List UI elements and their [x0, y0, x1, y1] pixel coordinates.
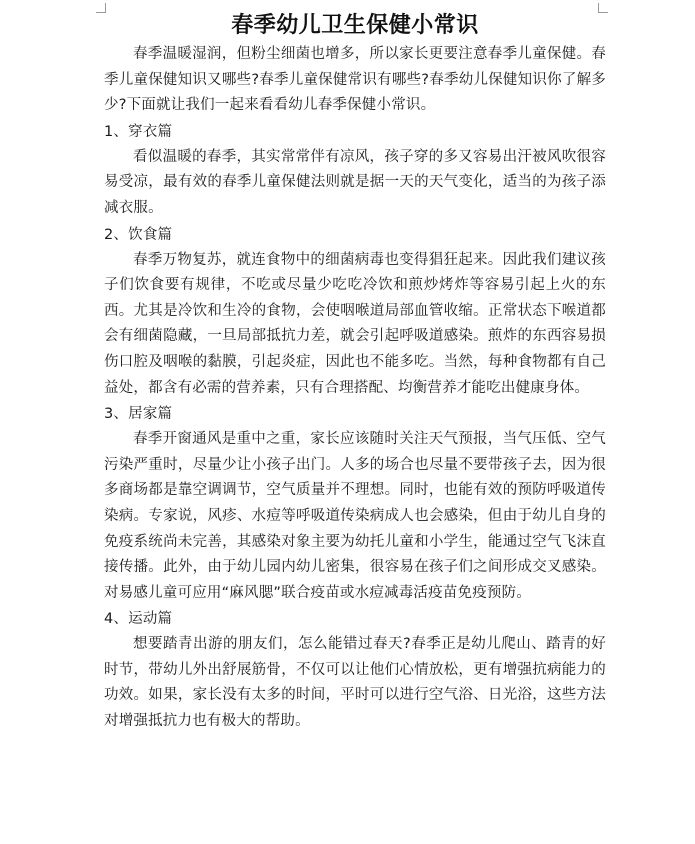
section-heading: 1、穿衣篇 [104, 123, 173, 140]
section-clothing [104, 119, 606, 222]
document-body [104, 8, 606, 735]
section-paragraph: 春季开窗通风是重中之重，家长应该随时关注天气预报，当气压低、空气污染严重时，尽量少让小孩子出门。人多的场合也尽量不要带孩子去，因为很多商场都是靠空调调节，空气质量并不理想。同时，也能有效的预防呼吸道传染病。专家说，风疹、水痘等呼吸道传染病成人也会感染，但由于幼儿自身的免疫系统尚未完善，其感染对象主要为幼托儿童和小学生，能通过空气飞沫直接传播。此外，由于幼儿园内幼儿密集，很容易在孩子们之间形成交叉感染。对易感儿童可应用“麻风腮”联合疫苗或水痘减毒活疫苗免疫预防。 [104, 431, 606, 601]
section-heading: 2、饮食篇 [104, 226, 173, 243]
intro-paragraph: 春季温暖湿润，但粉尘细菌也增多，所以家长更要注意春季儿童保健。春季儿童保健知识又哪些?春季儿童保健常识有哪些?春季幼儿保健知识你了解多少?下面就让我们一起来看看幼儿春季保健小常识。 [104, 46, 606, 114]
section-paragraph: 想要踏青出游的朋友们，怎么能错过春天?春季正是幼儿爬山、踏青的好时节，带幼儿外出舒展筋骨，不仅可以让他们心情放松，更有增强抗病能力的功效。如果，家长没有太多的时间，平时可以进行空气浴、日光浴，这些方法对增强抵抗力也有极大的帮助。 [104, 636, 606, 730]
section-heading: 4、运动篇 [104, 611, 173, 628]
section-exercise [104, 606, 606, 734]
section-diet [104, 222, 606, 402]
section-home [104, 401, 606, 606]
section-heading: 3、居家篇 [104, 406, 173, 423]
section-paragraph: 看似温暖的春季，其实常常伴有凉风，孩子穿的多又容易出汗被风吹很容易受凉，最有效的春季儿童保健法则就是据一天的天气变化，适当的为孩子添减衣服。 [104, 148, 606, 216]
section-paragraph: 春季万物复苏，就连食物中的细菌病毒也变得猖狂起来。因此我们建议孩子们饮食要有规律，不吃或尽量少吃吃冷饮和煎炒烤炸等容易引起上火的东西。尤其是冷饮和生冷的食物，会使咽喉道局部血管收缩。正常状态下喉道都会有细菌隐藏，一旦局部抵抗力差，就会引起呼吸道感染。煎炸的东西容易损伤口腔及咽喉的黏膜，引起炎症，因此也不能多吃。当然，每种食物都有自己益处，都含有必需的营养素，只有合理搭配、均衡营养才能吃出健康身体。 [104, 251, 606, 396]
document-title: 春季幼儿卫生保健小常识 [231, 12, 479, 38]
